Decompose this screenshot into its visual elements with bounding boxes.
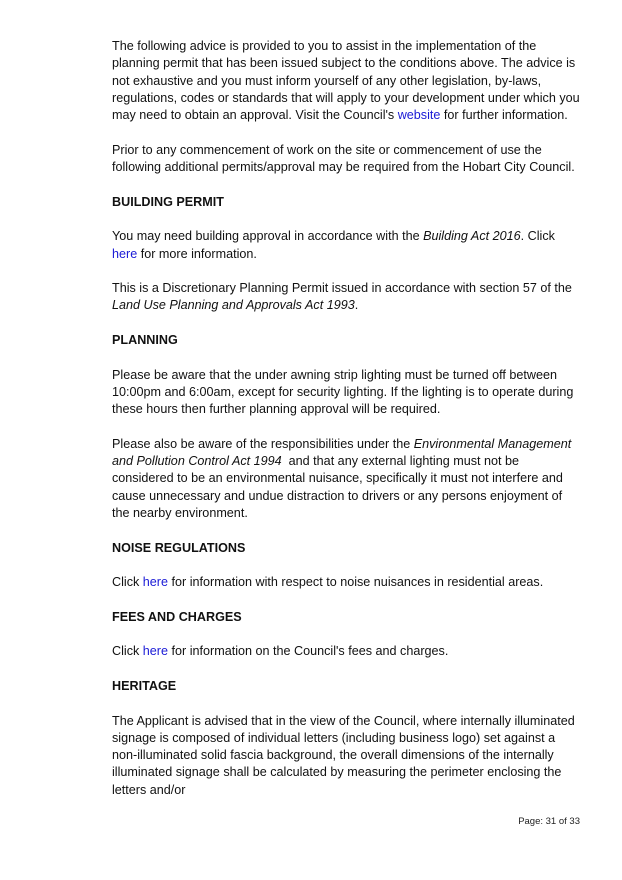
strip-lighting-paragraph: Please be aware that the under awning strip lighting must be turned off between 10:00pm and 6:00am, except for security lighting. If the lighting is to operate during these hours then further planning approval will be required. [112,367,574,417]
building-info-link[interactable]: here [112,246,138,261]
fees-info-link[interactable]: here [142,644,169,659]
planning-heading: PLANNING [112,333,178,348]
noise-info-link[interactable]: here [142,575,169,590]
building-permit-heading: BUILDING PERMIT [112,194,224,209]
building-approval-paragraph: You may need building approval in accordance with the Building Act 2016. Click here for more information. [112,229,555,261]
environmental-act-paragraph: Please also be aware of the responsibilities under the Environmental Management and Pollution Control Act 1994 and that any external lighting must not be considered to be an environmental nuisance, specifically it must not interfere and cause unnecessary and undue distraction to drivers or any persons enjoyment of the nearby environment. [112,436,572,521]
intro-paragraph: The following advice is provided to you to assist in the implementation of the planning permit that has been issued subject to the conditions above. The advice is not exhaustive and you must inform yourself of any other legislation, by-laws, regulations, codes or standards that will apply to your development under which you may need to obtain an approval. Visit the Council's website for further information. [112,39,580,123]
fees-charges-heading: FEES AND CHARGES [112,609,242,624]
noise-paragraph: Click here for information with respect to noise nuisances in residential areas. [112,575,544,590]
heritage-paragraph: The Applicant is advised that in the view of the Council, where internally illuminated signage is composed of individual letters (including business logo) set against a non-illuminated solid fascia background, the overall dimensions of the internally illuminated signage shall be calculated by measuring the perimeter enclosing the letters and/or [112,713,575,797]
discretionary-permit-paragraph: This is a Discretionary Planning Permit issued in accordance with section 57 of the Land Use Planning and Approvals Act 1993. [112,281,572,313]
fees-paragraph: Click here for information on the Council's fees and charges. [112,644,449,659]
page-number: Page: 31 of 33 [518,816,580,827]
document-page [112,38,582,816]
website-link[interactable]: website [397,108,441,123]
heritage-heading: HERITAGE [112,678,177,693]
noise-regulations-heading: NOISE REGULATIONS [112,540,246,555]
prior-commencement-paragraph: Prior to any commencement of work on the site or commencement of use the following additional permits/approval may be required from the Hobart City Council. [112,142,575,175]
